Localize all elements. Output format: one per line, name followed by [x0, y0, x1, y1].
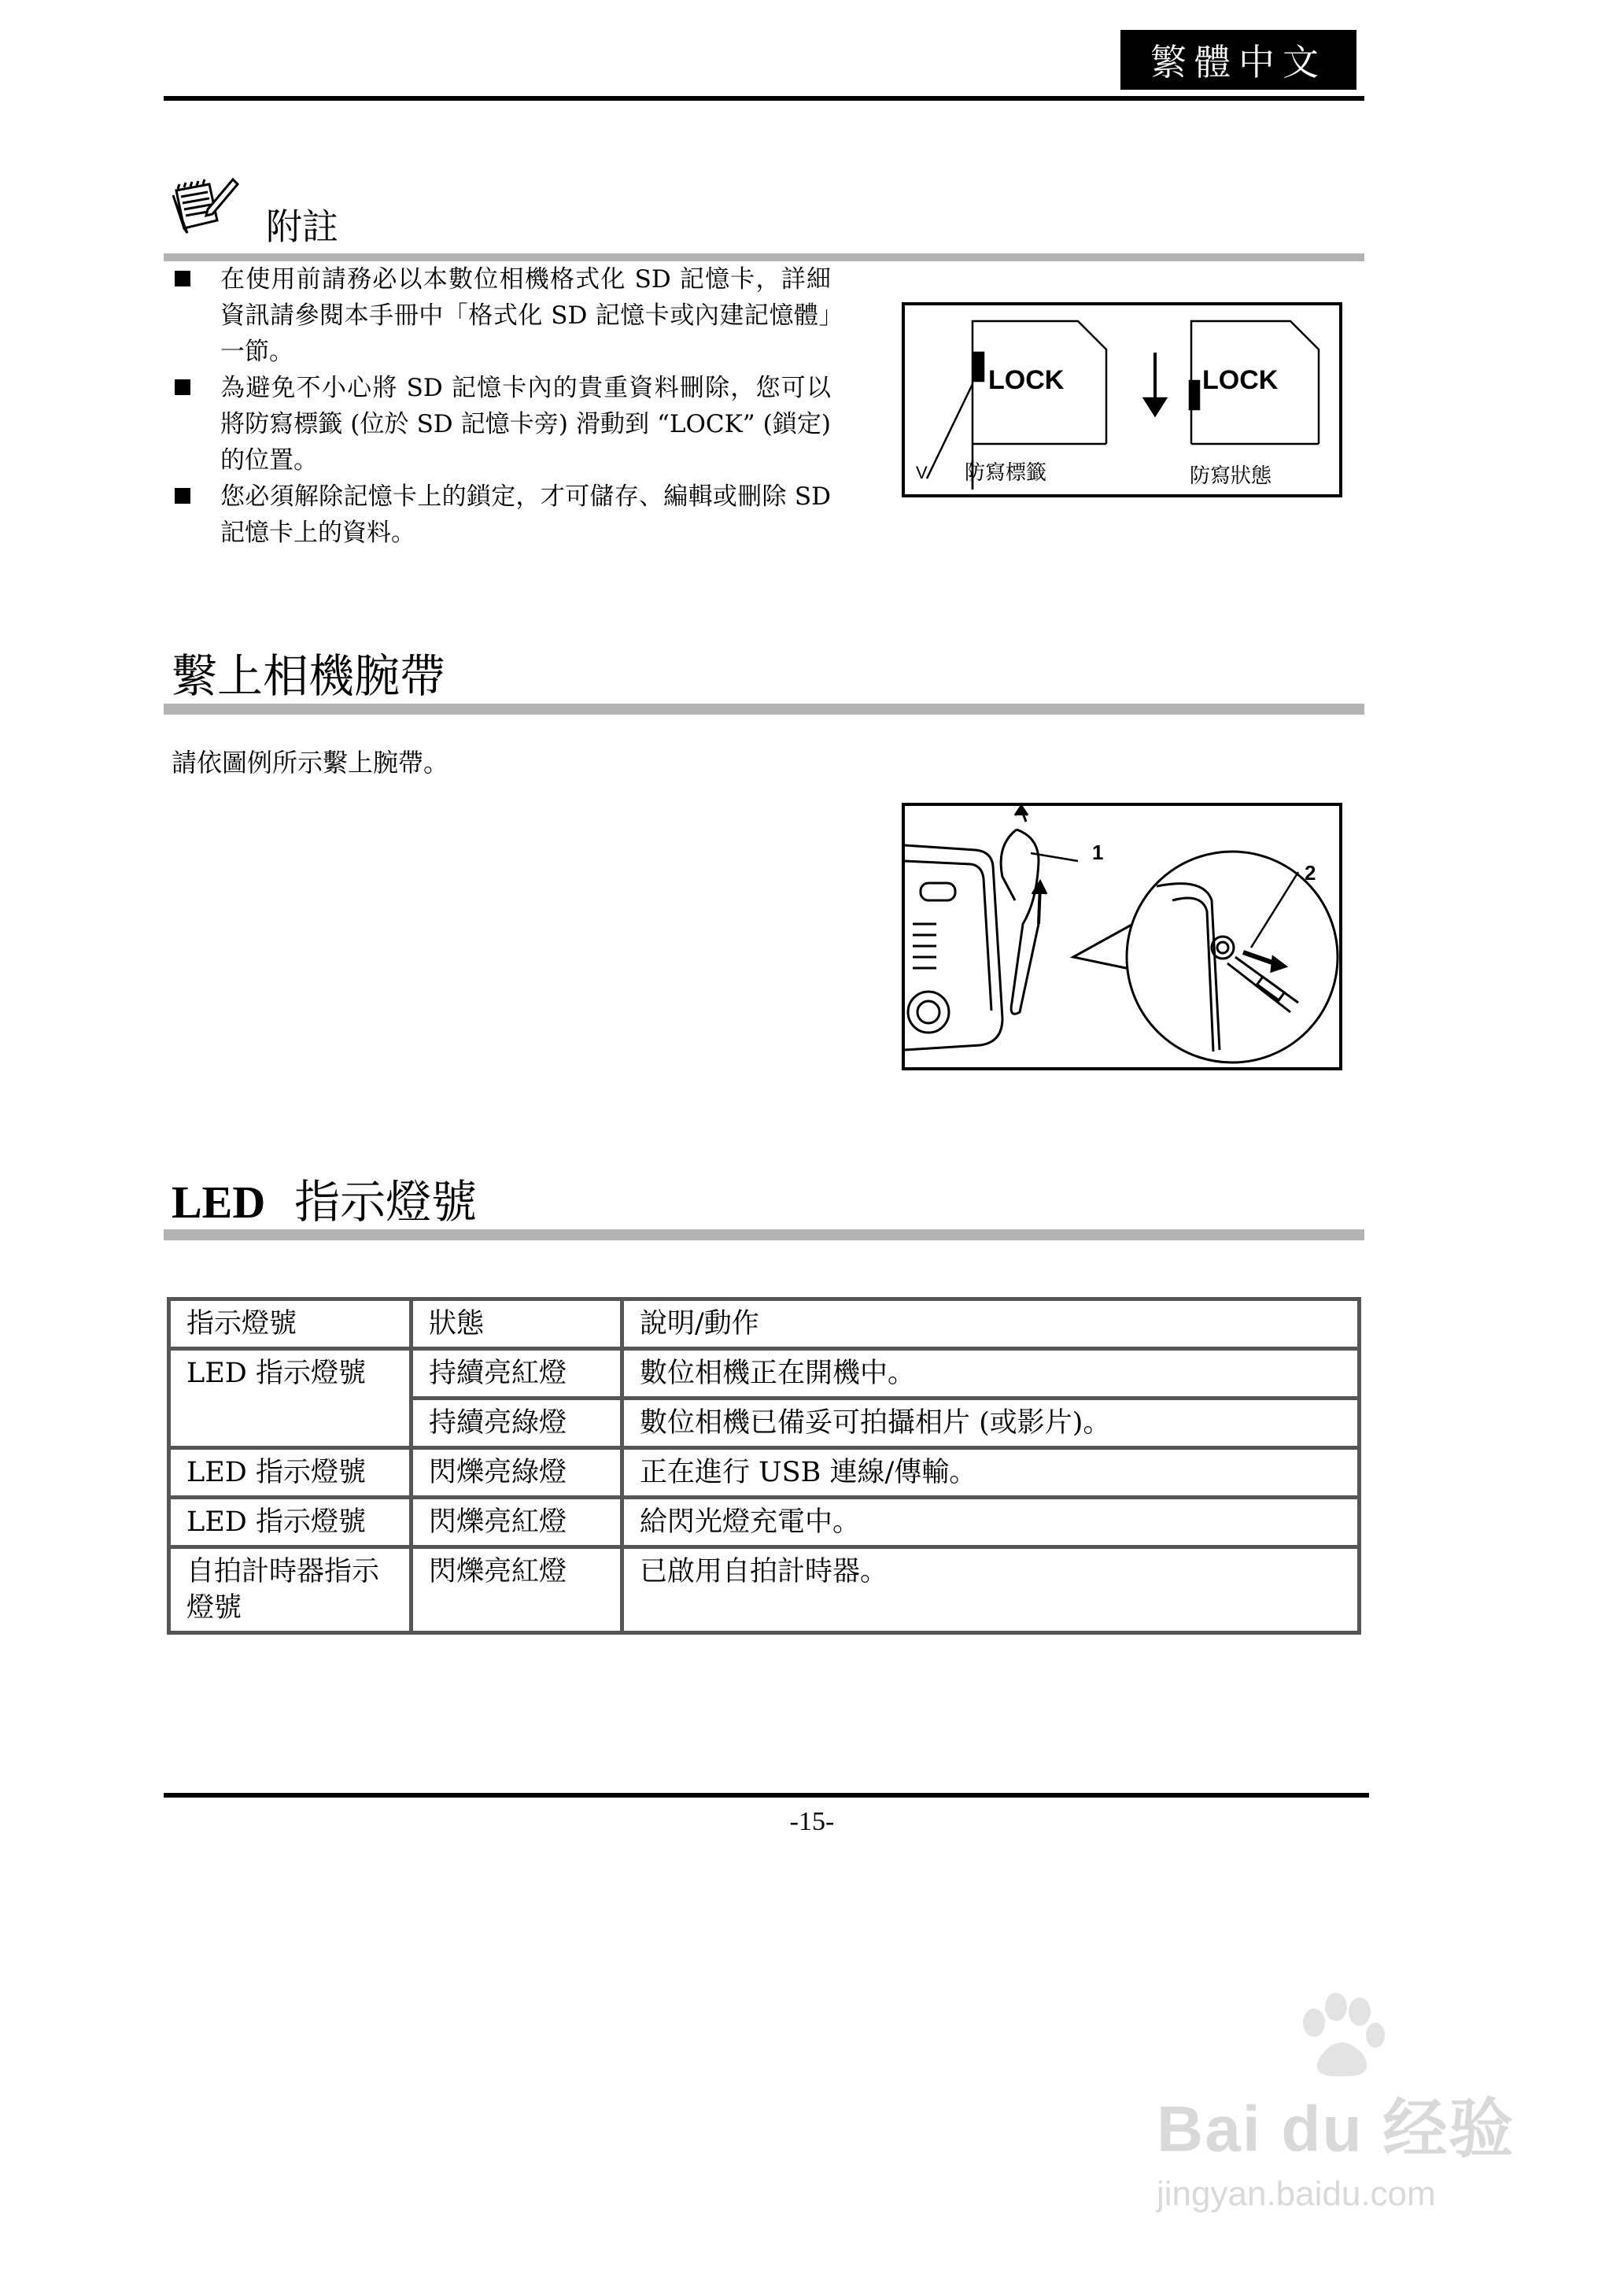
notes-title: 附註 [266, 205, 338, 248]
table-cell-indicator: LED 指示燈號 [169, 1448, 412, 1498]
table-header-row [169, 1299, 1360, 1349]
led-section-divider [164, 1229, 1364, 1240]
table-cell-status: 持續亮綠燈 [412, 1399, 622, 1448]
caption-write-protect-state: 防寫狀態 [1190, 464, 1272, 488]
bullet-icon [175, 488, 190, 504]
table-header: 說明/動作 [622, 1299, 1360, 1349]
watermark-brand: Bai du 经验 [1157, 2094, 1515, 2165]
led-section-title: LED 指示燈號 [172, 1175, 478, 1229]
marker-v: V [916, 463, 928, 482]
wrist-strap-illustration [905, 806, 1339, 1067]
strap-section-divider [164, 704, 1364, 715]
table-cell-action: 數位相機已備妥可拍攝相片 (或影片)。 [622, 1399, 1360, 1448]
table-header: 指示燈號 [169, 1299, 412, 1349]
table-cell-action: 給閃光燈充電中。 [622, 1498, 1360, 1547]
table-header: 狀態 [412, 1299, 622, 1349]
notes-list [170, 261, 831, 551]
list-item: 您必須解除記憶卡上的鎖定，才可儲存、編輯或刪除 SD 記憶卡上的資料。 [170, 479, 831, 551]
paw-logo-icon [1290, 1991, 1393, 2086]
lock-label-right: LOCK [1202, 365, 1279, 395]
watermark-url: jingyan.baidu.com [1157, 2175, 1436, 2213]
footer-rule [164, 1793, 1369, 1798]
table-cell-action: 正在進行 USB 連線/傳輸。 [622, 1448, 1360, 1498]
strap-instruction: 請依圖例所示繫上腕帶。 [172, 748, 449, 778]
watermark [1157, 2078, 1597, 2214]
callout-1: 1 [1092, 841, 1104, 864]
notepad-pencil-icon [168, 175, 239, 238]
table-cell-status: 持續亮紅燈 [412, 1349, 622, 1399]
bullet-icon [175, 379, 190, 395]
notes-divider [164, 253, 1364, 261]
lock-label-left: LOCK [988, 365, 1065, 395]
wrist-strap-figure [902, 803, 1342, 1070]
bullet-icon [175, 271, 190, 286]
table-cell-status: 閃爍亮綠燈 [412, 1448, 622, 1498]
list-item: 在使用前請務必以本數位相機格式化 SD 記憶卡，詳細資訊請參閱本手冊中「格式化 SD 記憶卡或內建記憶體」一節。 [170, 261, 831, 370]
page-number: -15- [789, 1807, 835, 1836]
table-cell-status: 閃爍亮紅燈 [412, 1498, 622, 1547]
table-cell-action: 數位相機正在開機中。 [622, 1349, 1360, 1399]
table-row [169, 1498, 1360, 1547]
table-cell-action: 已啟用自拍計時器。 [622, 1547, 1360, 1633]
table-row [169, 1448, 1360, 1498]
led-indicator-table [167, 1297, 1361, 1635]
table-row [169, 1349, 1360, 1399]
sd-card-lock-figure [902, 302, 1342, 497]
table-cell-indicator: LED 指示燈號 [169, 1498, 412, 1547]
list-item: 為避免不小心將 SD 記憶卡內的貴重資料刪除，您可以將防寫標籤 (位於 SD 記憶卡旁) 滑動到 “LOCK” (鎖定) 的位置。 [170, 370, 831, 479]
strap-section-title: 繫上相機腕帶 [172, 649, 446, 703]
callout-2: 2 [1305, 861, 1316, 885]
table-row [169, 1547, 1360, 1633]
table-cell-indicator: 自拍計時器指示燈號 [169, 1547, 412, 1633]
table-cell-indicator: LED 指示燈號 [169, 1349, 412, 1448]
caption-write-protect-tab: 防寫標籤 [965, 461, 1047, 485]
table-cell-status: 閃爍亮紅燈 [412, 1547, 622, 1633]
header-rule [164, 96, 1364, 101]
language-tab: 繁體中文 [1120, 30, 1356, 90]
